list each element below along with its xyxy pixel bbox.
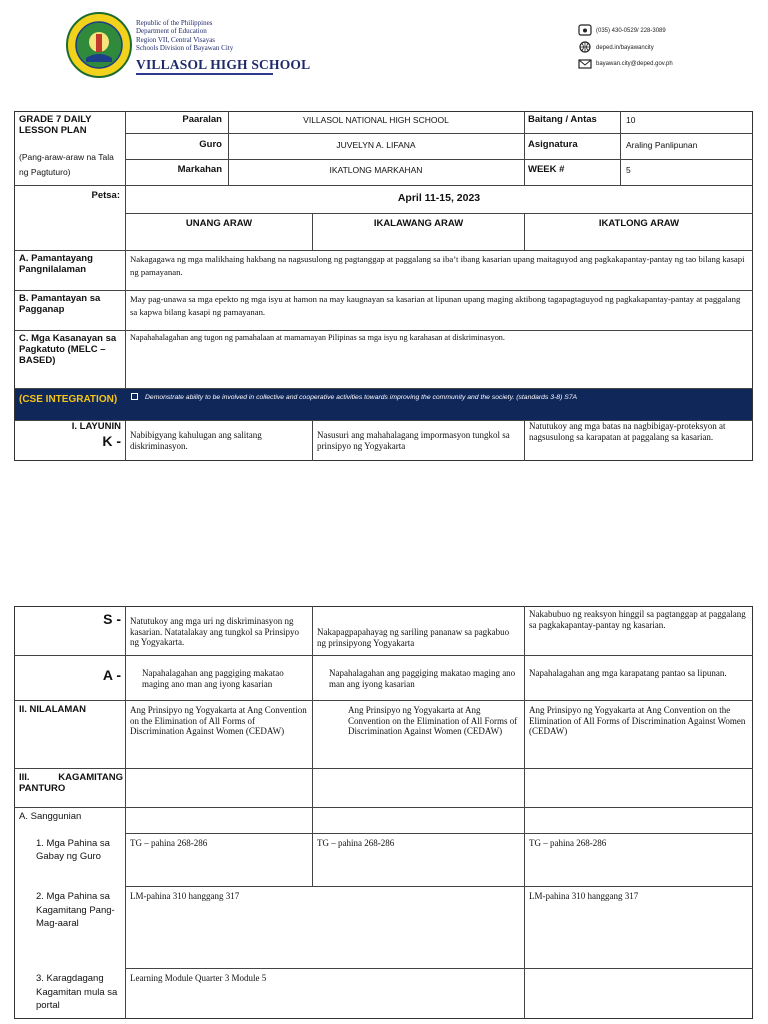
- cse-integration-label: (CSE INTEGRATION): [19, 394, 118, 405]
- kagamitang-panturo-label: III. KAGAMITANG PANTURO: [19, 772, 123, 794]
- s-label: S -: [103, 611, 121, 627]
- phone-icon: [578, 24, 592, 36]
- header-address-block: [136, 19, 233, 52]
- a-label: A -: [102, 667, 121, 683]
- republic-text: Republic of the Philippines: [136, 19, 213, 27]
- s-objective-day1: Natutukoy ang mga uri ng diskriminasyon ng kasarian. Natatalakay ang tungkol sa Prinsipyo ng Yogyakarta.: [130, 616, 299, 648]
- phone-text: (035) 430-0529/ 228-3089: [596, 28, 666, 34]
- markahan-label: Markahan: [177, 164, 222, 175]
- gabay-ng-guro-day2: TG – pahina 268-286: [317, 838, 395, 848]
- guro-value: JUVELYN A. LIFANA: [336, 140, 416, 150]
- karagdagang-kagamitan-day1: Learning Module Quarter 3 Module 5: [130, 973, 267, 983]
- a-objective-day1: Napahalagahan ang paggiging makatao maging ano man ang iyong kasarian: [142, 668, 284, 689]
- asignatura-value: Araling Panlipunan: [626, 140, 698, 150]
- mga-kasanayan-text: Napahahalagahan ang tugon ng pamahalaan at mamamayan Pilipinas sa mga isyu ng karahasan at diskriminasyon.: [130, 333, 505, 342]
- kagamitang-pang-mag-aaral-day3: LM-pahina 310 hanggang 317: [529, 891, 639, 901]
- pamantayan-sa-pagganap-label: B. Pamantayan sa Pagganap: [19, 293, 101, 315]
- paaralan-value: VILLASOL NATIONAL HIGH SCHOOL: [303, 115, 449, 125]
- division-text: Schools Division of Bayawan City: [136, 43, 234, 52]
- nilalaman-day1: Ang Prinsipyo ng Yogyakarta at Ang Convention on the Elimination of All Forms of Discrimination Against Women (CEDAW): [130, 705, 307, 737]
- checkbox-bullet-icon: [131, 393, 138, 400]
- region-text: Region VII, Central Visayas: [136, 35, 216, 44]
- email-text: bayawan.city@deped.gov.ph: [596, 61, 673, 67]
- day-header-ikalawang: IKALAWANG ARAW: [373, 218, 464, 229]
- paaralan-label: Paaralan: [182, 114, 222, 125]
- petsa-label: Petsa:: [91, 190, 120, 201]
- baitang-label: Baitang / Antas: [528, 114, 597, 125]
- nilalaman-day3: Ang Prinsipyo ng Yogyakarta at Ang Convention on the Elimination of All Forms of Discrimination Against Women (CEDAW): [529, 705, 746, 737]
- lesson-plan-subtitle: (Pang-araw-araw na Tala ng Pagtuturo): [19, 152, 114, 177]
- gabay-ng-guro-day3: TG – pahina 268-286: [529, 838, 607, 848]
- guro-label: Guro: [199, 139, 222, 150]
- day-header-ikatlong: IKATLONG ARAW: [598, 218, 680, 229]
- s-objective-day2: Nakapagpapahayag ng sariling pananaw sa pagkabuo ng prinsipyong Yogyakarta: [317, 627, 510, 648]
- week-label: WEEK #: [528, 164, 565, 175]
- a-objective-day3: Napahalagahan ang mga karapatang pantao sa lipunan.: [529, 668, 727, 678]
- day-header-unang: UNANG ARAW: [185, 218, 253, 229]
- mga-kasanayan-label: C. Mga Kasanayan sa Pagkatuto (MELC – BASED): [19, 333, 117, 366]
- school-name: VILLASOL HIGH SCHOOL: [136, 57, 311, 72]
- k-objective-day3: Natutukoy ang mga batas na nagbibigay-proteksyon at nagsusulong sa karapatan at paggalang sa kasarian.: [529, 421, 726, 442]
- division-seal-logo: [66, 12, 132, 78]
- facebook-text: deped.in/bayawancity: [596, 45, 654, 51]
- markahan-value: IKATLONG MARKAHAN: [329, 165, 423, 175]
- kagamitang-pang-mag-aaral-day1: LM-pahina 310 hanggang 317: [130, 891, 240, 901]
- kagamitang-pang-mag-aaral-label: 2. Mga Pahina sa Kagamitang Pang-Mag-aaral: [36, 891, 115, 929]
- week-value: 5: [626, 165, 631, 175]
- gabay-ng-guro-day1: TG – pahina 268-286: [130, 838, 208, 848]
- nilalaman-day2: Ang Prinsipyo ng Yogyakarta at Ang Convention on the Elimination of All Forms of Discrimination Against Women (CEDAW): [348, 705, 518, 737]
- a-objective-day2: Napahalagahan ang paggiging makatao maging ano man ang iyong kasarian: [329, 668, 516, 689]
- header-underline: [136, 73, 273, 75]
- sanggunian-label: A. Sanggunian: [19, 811, 82, 822]
- s-objective-day3: Nakabubuo ng reaksyon hinggil sa pagtanggap at paggalang sa pagkakapantay-pantay ng kasarian.: [529, 609, 746, 630]
- cse-integration-text: Demonstrate ability to be involved in collective and cooperative activities towards improving the community and the society. (standards 3-8) S7A: [145, 394, 578, 401]
- gabay-ng-guro-label: 1. Mga Pahina sa Gabay ng Guro: [36, 838, 110, 862]
- mail-icon: [578, 58, 592, 70]
- k-objective-day2: Nasusuri ang mahahalagang impormasyon tungkol sa prinsipyo ng Yogyakarta: [317, 430, 510, 451]
- petsa-value: April 11-15, 2023: [397, 192, 481, 204]
- globe-icon: [578, 41, 592, 53]
- layunin-label: I. LAYUNIN: [71, 421, 121, 432]
- baitang-value: 10: [626, 115, 636, 125]
- k-label: K -: [102, 433, 121, 449]
- nilalaman-label: II. NILALAMAN: [19, 704, 87, 715]
- asignatura-label: Asignatura: [528, 139, 578, 150]
- pamantayan-sa-pagganap-text: May pag-unawa sa mga epekto ng mga isyu at hamon na may kaugnayan sa kasarian at lipunan upang maging aktibong tagapagtaguyod ng pagkakapantay-pantay at paggalang sa kapwa bilang kasapi ng pamayanan.: [130, 294, 741, 317]
- department-text: Department of Education: [136, 27, 207, 36]
- pamantayang-pangnilalaman-label: A. Pamantayang Pangnilalaman: [19, 253, 93, 275]
- karagdagang-kagamitan-label: 3. Karagdagang Kagamitan mula sa portal: [36, 973, 118, 1011]
- pamantayang-pangnilalaman-text: Nakagagawa ng mga malikhaing hakbang na nagsusulong ng pagtanggap at paggalang sa iba’t ibang kasarian upang maitaguyod ang pagkakapantay-pantay ng tao bilang kasapi ng pamayanan.: [130, 254, 745, 277]
- k-objective-day1: Nabibigyang kahulugan ang salitang diskriminasyon.: [130, 430, 262, 451]
- lesson-plan-title: GRADE 7 DAILY LESSON PLAN: [19, 114, 92, 136]
